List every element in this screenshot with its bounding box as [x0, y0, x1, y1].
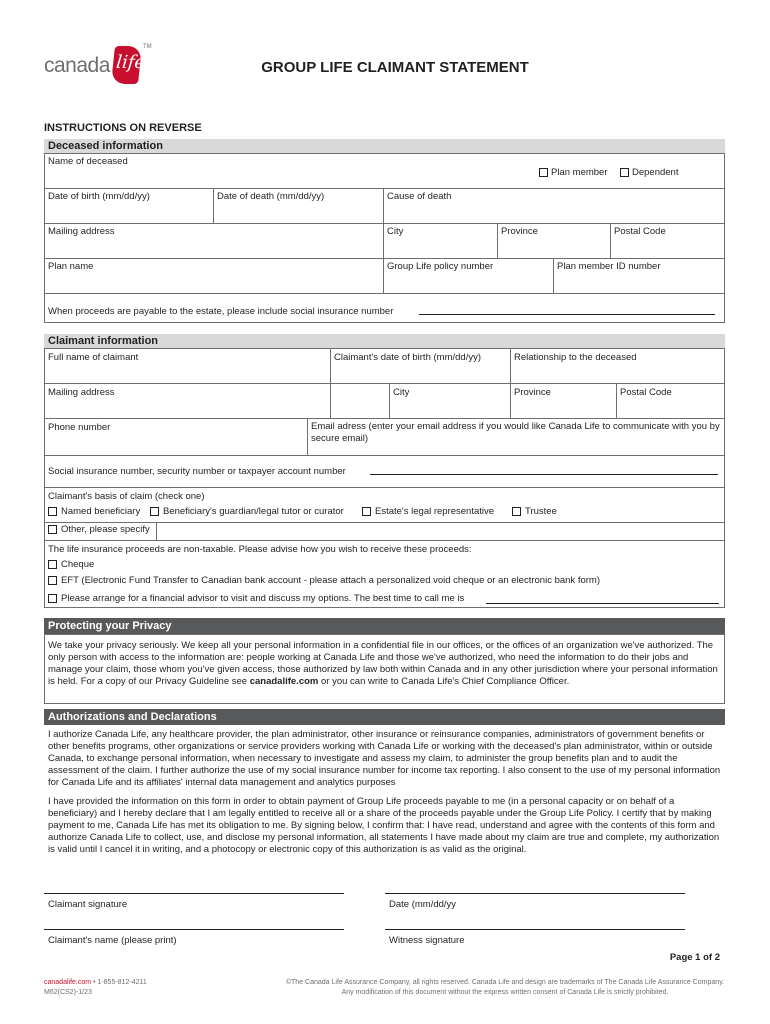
divider [383, 188, 384, 293]
divider [497, 223, 498, 258]
plan-name-label: Plan name [48, 261, 94, 272]
claimant-dob-label: Claimant's date of birth (mm/dd/yy) [334, 352, 481, 363]
guardian-checkbox[interactable] [150, 507, 159, 516]
estate-representative-label: Estate's legal representative [375, 506, 495, 517]
advisor-label: Please arrange for a financial advisor to visit and discuss my options. The best time to call me is [61, 593, 465, 604]
divider [44, 223, 725, 224]
phone-label: Phone number [48, 422, 111, 433]
divider [44, 455, 725, 456]
estate-sin-label: When proceeds are payable to the estate, please include social insurance number [48, 306, 394, 317]
claimant-name-line[interactable] [44, 929, 344, 930]
relationship-label: Relationship to the deceased [514, 352, 637, 363]
eft-label: EFT (Electronic Fund Transfer to Canadian bank account - please attach a personalized void cheque or an electronic bank form) [61, 575, 600, 586]
advisor-checkbox[interactable] [48, 594, 57, 603]
divider [156, 522, 157, 540]
trustee-label: Trustee [525, 506, 557, 517]
deceased-city-label: City [387, 226, 404, 237]
claimant-sin-field[interactable] [370, 474, 718, 475]
deceased-postal-label: Postal Code [614, 226, 666, 237]
copyright-line-1: ©The Canada Life Assurance Company, all rights reserved. Canada Life and design are trademarks of The Canada Life Assurance Company. [285, 979, 725, 986]
claimant-province-label: Province [514, 387, 551, 398]
footer-copyright [280, 978, 730, 998]
divider [44, 540, 725, 541]
page-number: Page 1 of 2 [669, 952, 720, 963]
divider [44, 487, 725, 488]
estate-representative-checkbox[interactable] [362, 507, 371, 516]
deceased-dod-label: Date of death (mm/dd/yy) [217, 191, 325, 202]
named-beneficiary-checkbox[interactable] [48, 507, 57, 516]
eft-checkbox[interactable] [48, 576, 57, 585]
date-line[interactable] [385, 893, 685, 894]
plan-member-label: Plan member [551, 167, 608, 178]
declaration-paragraph: I have provided the information on this form in order to obtain payment of Group Life proceeds payable to me (in a personal capacity or on behalf of a beneficiary) and I hereby declare that I am legally entitled to receive all or a share of the proceeds payable under the Group Life Policy. I certify that by making payment to me, Canada Life has met its obligation to me. By signing below, I confirm that: I have read, understand and agree with the contents of this form and authorize Canada Life to collect, use, and disclose my personal information, all statements I have made about my claim are true and complete, my authorization is valid until I cancel it in writing, and a photocopy or electronic copy of this authorization is as valid as the original. [48, 796, 720, 855]
privacy-section-header: Protecting your Privacy [44, 618, 725, 634]
divider [553, 258, 554, 293]
witness-signature-line[interactable] [385, 929, 685, 930]
instructions-note: INSTRUCTIONS ON REVERSE [44, 122, 202, 134]
deceased-section-header: Deceased information [44, 139, 725, 153]
policy-number-label: Group Life policy number [387, 261, 494, 272]
other-basis-checkbox[interactable] [48, 525, 57, 534]
divider [44, 383, 725, 384]
witness-signature-label: Witness signature [389, 935, 465, 946]
guardian-label: Beneficiary's guardian/legal tutor or curator [163, 506, 344, 517]
deceased-name-label: Name of deceased [48, 156, 128, 167]
claimant-sin-label: Social insurance number, security number or taxpayer account number [48, 466, 346, 477]
page-title: GROUP LIFE CLAIMANT STATEMENT [261, 59, 529, 76]
cheque-checkbox[interactable] [48, 560, 57, 569]
form-code: M62(CS2)-1/23 [44, 989, 92, 996]
divider [44, 522, 725, 523]
authorization-paragraph: I authorize Canada Life, any healthcare provider, the plan administrator, other insurance or reinsurance companies, administrators of government benefits or other benefits programs, other organizations or service providers working with Canada Life or working with the deceased's plan administrator, within or outside Canada, to exchange personal information, when necessary to investigate and assess my claim, to administer the group benefits plan and to audit the assessment of the claim. I further authorize the use of my social insurance number for income tax reporting. I also consent to the use of my personal information for Canada Life and its affiliates' internal data management and analytics purposes [48, 729, 721, 788]
cause-of-death-label: Cause of death [387, 191, 452, 202]
estate-sin-field[interactable] [419, 314, 715, 315]
divider [307, 418, 308, 455]
divider [44, 293, 725, 294]
footer-contact [44, 978, 147, 998]
claimant-signature-label: Claimant signature [48, 899, 128, 910]
logo-trademark: TM [143, 44, 152, 50]
best-time-field[interactable] [486, 603, 719, 604]
logo-wordmark: canada [44, 54, 110, 77]
deceased-province-label: Province [501, 226, 538, 237]
date-label: Date (mm/dd/yy [389, 899, 457, 910]
privacy-link[interactable]: canadalife.com [249, 676, 319, 687]
footer-url[interactable]: canadalife.com [44, 979, 92, 986]
claimant-name-label: Full name of claimant [48, 352, 139, 363]
divider [610, 223, 611, 258]
proceeds-label: The life insurance proceeds are non-taxable. Please advise how you wish to receive these proceeds: [48, 544, 472, 555]
divider [389, 383, 390, 418]
claimant-section-header: Claimant information [44, 334, 725, 348]
plan-member-checkbox[interactable] [539, 168, 548, 177]
copyright-line-2: Any modification of this document without the express written consent of Canada Life is strictly prohibited. [341, 989, 669, 996]
divider [44, 418, 725, 419]
claimant-signature-line[interactable] [44, 893, 344, 894]
email-label: Email adress (enter your email address if you would like Canada Life to communicate with you by secure email) [311, 421, 720, 444]
trustee-checkbox[interactable] [512, 507, 521, 516]
deceased-form-box [44, 153, 725, 323]
named-beneficiary-label: Named beneficiary [61, 506, 141, 517]
dependent-checkbox[interactable] [620, 168, 629, 177]
claimant-mailing-label: Mailing address [48, 387, 115, 398]
cheque-label: Cheque [61, 559, 95, 570]
divider [213, 188, 214, 223]
divider [44, 188, 725, 189]
deceased-dob-label: Date of birth (mm/dd/yy) [48, 191, 150, 202]
privacy-text [48, 640, 724, 688]
member-id-label: Plan member ID number [557, 261, 661, 272]
other-basis-label: Other, please specify [61, 524, 150, 535]
privacy-text-part2: or you can write to Canada Life's Chief Compliance Officer. [318, 676, 570, 687]
footer-phone: • 1-855-812-4211 [91, 979, 147, 986]
deceased-mailing-label: Mailing address [48, 226, 115, 237]
basis-of-claim-label: Claimant's basis of claim (check one) [48, 491, 205, 502]
claimant-print-name-label: Claimant's name (please print) [48, 935, 177, 946]
divider [44, 258, 725, 259]
authorizations-section-header: Authorizations and Declarations [44, 709, 725, 725]
divider [616, 383, 617, 418]
claimant-postal-label: Postal Code [620, 387, 672, 398]
logo-badge-text: life [115, 52, 147, 73]
privacy-text-part1: We take your privacy seriously. We keep all your personal information in a confidential file in our offices, or the offices of an organization we've authorized. The only person with access to the information are: people working at Canada Life and those we've authorized, who need the information to do their jobs and manage your claim, those whom you've given access, those authorized by law both within Canada and in any other jurisdiction where your personal information is held. For a copy of our Privacy Guideline see [48, 640, 718, 687]
dependent-label: Dependent [632, 167, 679, 178]
claimant-city-label: City [393, 387, 410, 398]
